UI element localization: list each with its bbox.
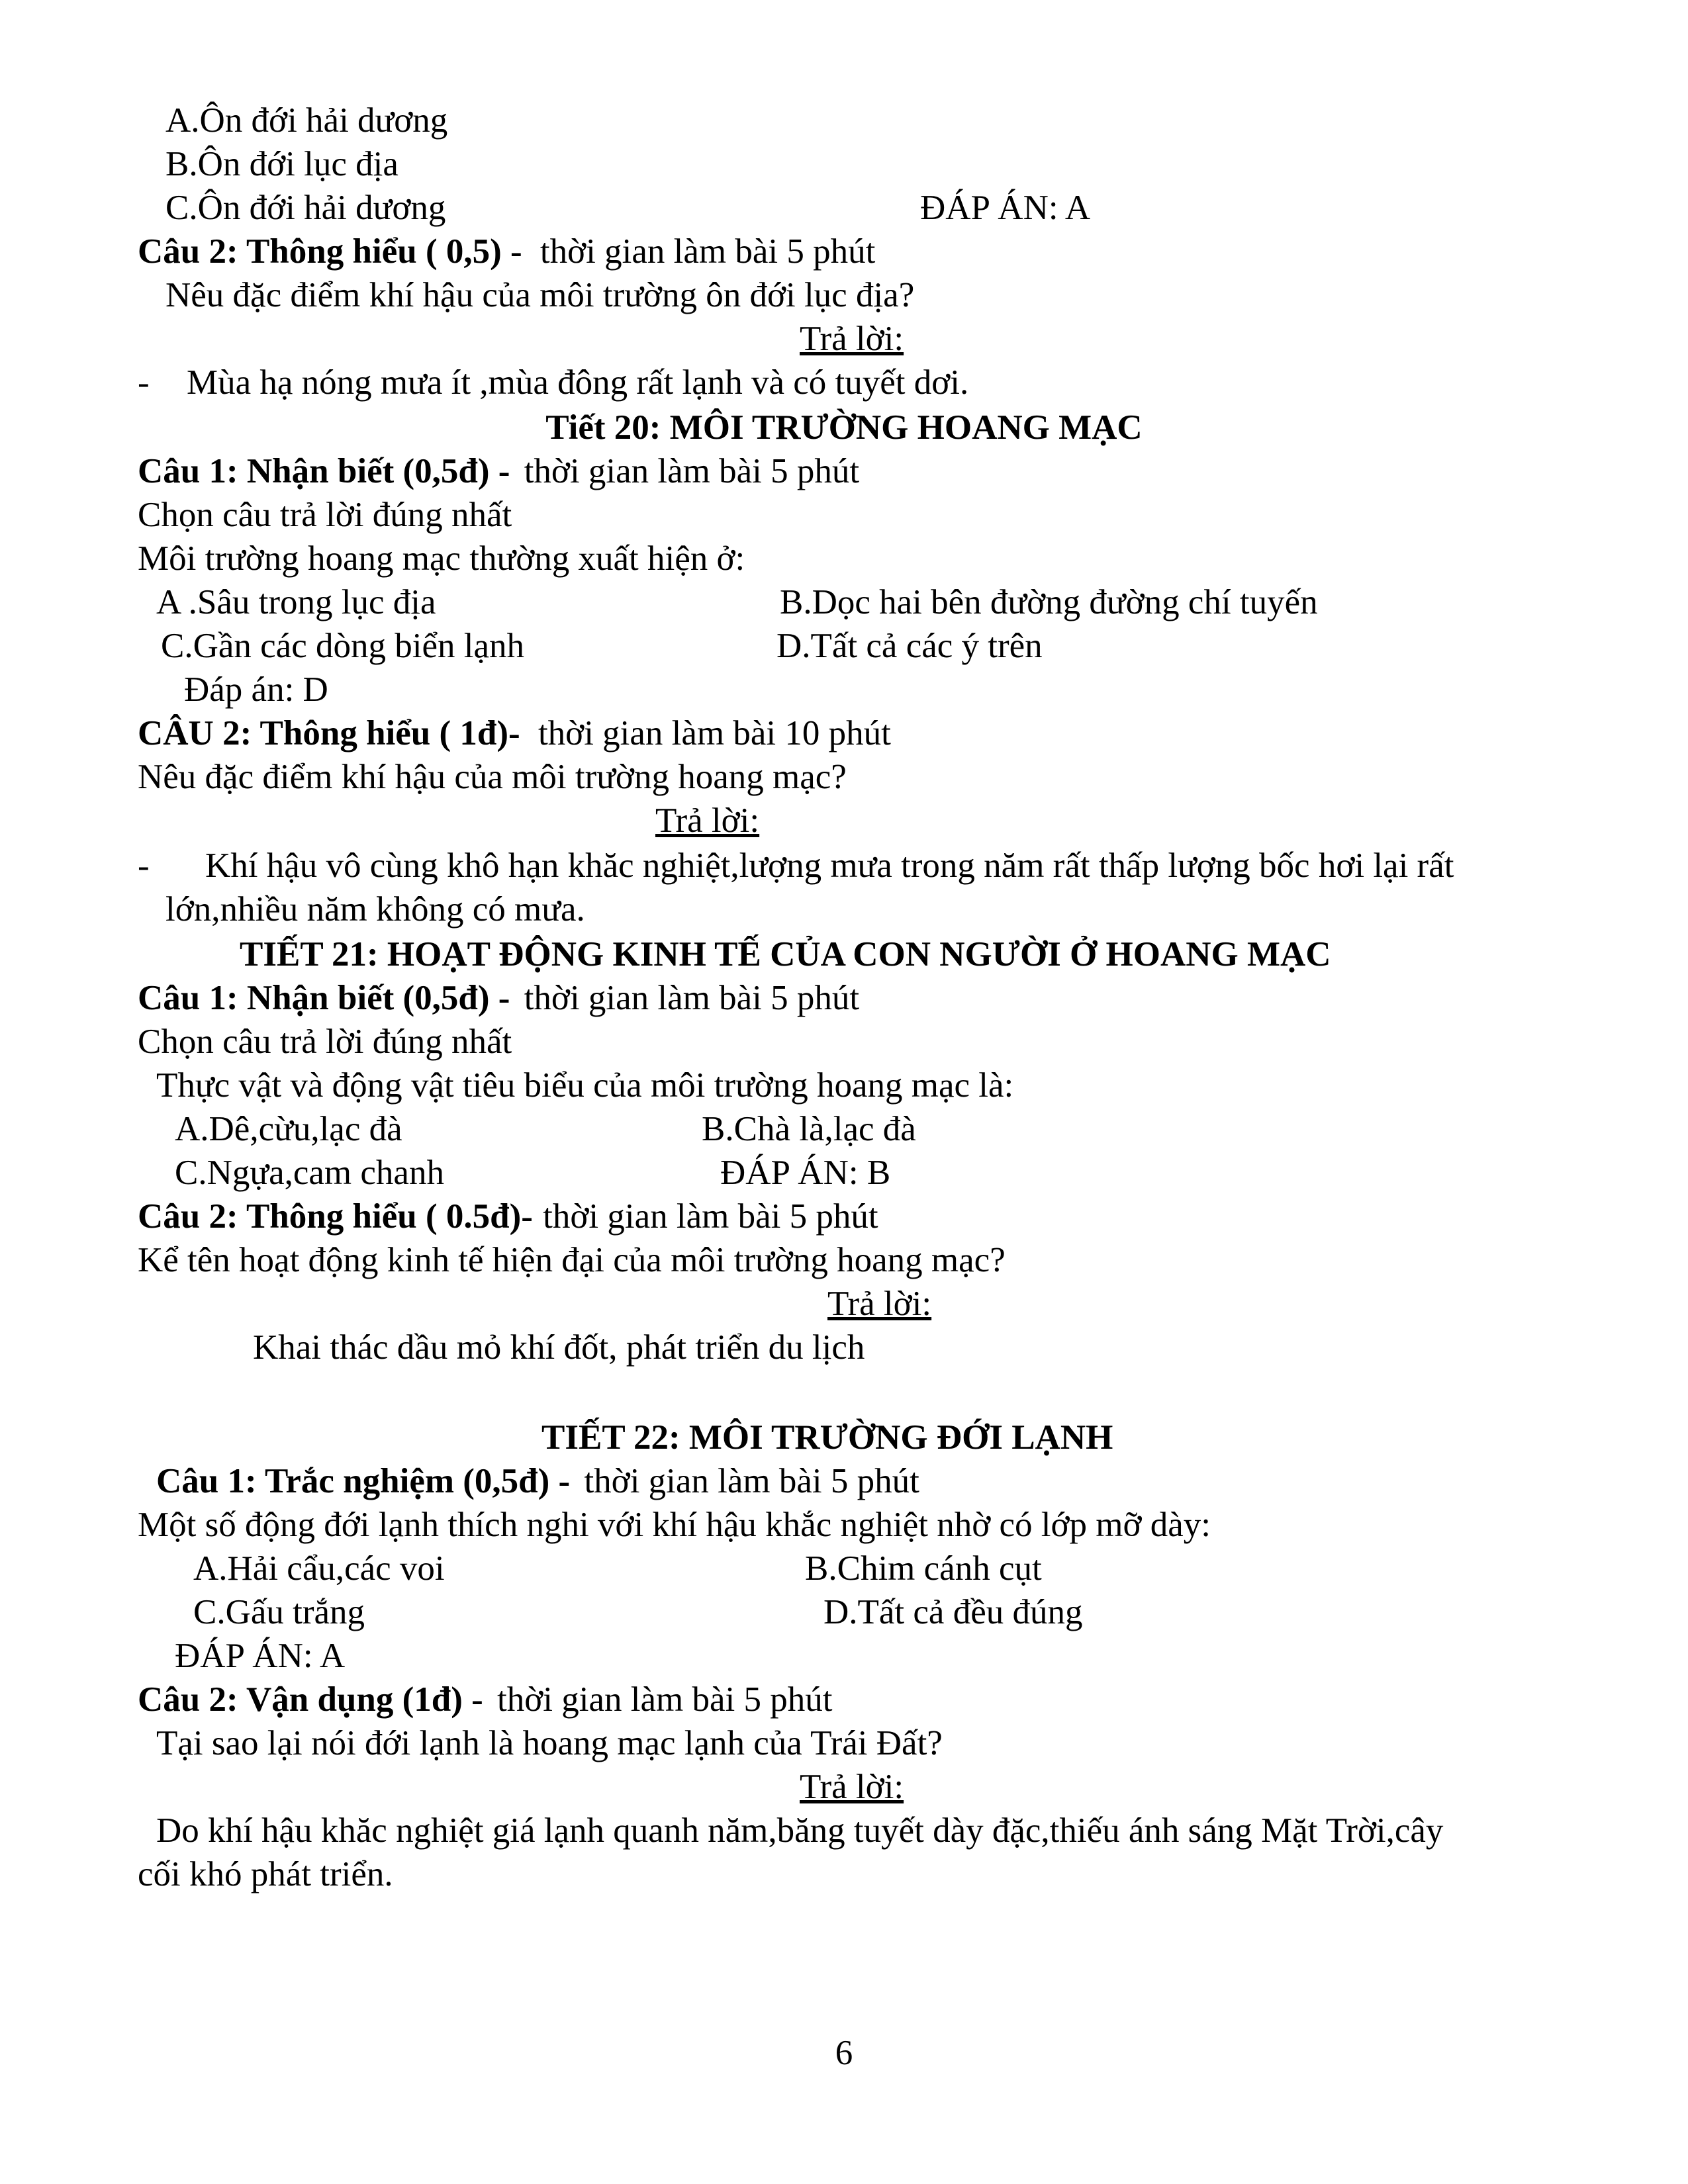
question-text: Tại sao lại nói đới lạnh là hoang mạc lạnh của Trái Đất? xyxy=(156,1724,943,1762)
option-c: C.Gấu trắng xyxy=(193,1593,365,1631)
answer-text-line-1: Do khí hậu khăc nghiệt giá lạnh quanh năm,băng tuyết dày đặc,thiếu ánh sáng Mặt Trời,cây xyxy=(156,1811,1444,1850)
question-text: Nêu đặc điểm khí hậu của môi trường ôn đới lục địa? xyxy=(165,276,915,314)
option-a: A.Hải cẩu,các voi xyxy=(193,1549,445,1588)
answer-key: ĐÁP ÁN: B xyxy=(720,1154,891,1192)
question-1-line xyxy=(156,1460,919,1502)
question-time: thời gian làm bài 5 phút xyxy=(524,979,860,1017)
question-2-line xyxy=(138,1195,878,1238)
question-1-line xyxy=(138,977,859,1019)
question-time: thời gian làm bài 5 phút xyxy=(543,1197,878,1236)
answer-label: Trả lời: xyxy=(800,1768,904,1806)
question-time: thời gian làm bài 5 phút xyxy=(524,452,860,490)
question-2-line xyxy=(138,230,875,273)
question-heading: Câu 1: Trắc nghiệm (0,5đ) - xyxy=(156,1462,571,1500)
option-a: A .Sâu trong lục địa xyxy=(156,583,436,621)
answer-key: ĐÁP ÁN: A xyxy=(920,189,1091,227)
instruction: Chọn câu trả lời đúng nhất xyxy=(138,496,512,534)
answer-label: Trả lời: xyxy=(827,1285,932,1323)
option-b: B.Ôn đới lục địa xyxy=(165,145,399,183)
question-text: Thực vật và động vật tiêu biểu của môi trường hoang mạc là: xyxy=(156,1066,1014,1105)
question-time: thời gian làm bài 10 phút xyxy=(538,714,891,752)
option-d: D.Tất cả các ý trên xyxy=(776,627,1043,665)
question-text: Kể tên hoạt động kinh tế hiện đại của môi trường hoang mạc? xyxy=(138,1241,1006,1279)
answer-text-line-1: Khí hậu vô cùng khô hạn khăc nghiệt,lượng mưa trong năm rất thấp lượng bốc hơi lại rất xyxy=(205,846,1454,885)
option-c: C.Ngựa,cam chanh xyxy=(175,1154,444,1192)
answer-label: Trả lời: xyxy=(655,801,760,840)
answer-text: Khai thác dầu mỏ khí đốt, phát triển du lịch xyxy=(253,1328,865,1367)
option-c: C.Gần các dòng biển lạnh xyxy=(161,627,524,665)
question-heading: Câu 1: Nhận biết (0,5đ) - xyxy=(138,452,510,490)
answer-text-line-2: lớn,nhiều năm không có mưa. xyxy=(165,890,585,929)
bullet-dash: - xyxy=(138,846,150,885)
option-b: B.Chà là,lạc đà xyxy=(702,1110,916,1148)
question-heading: Câu 2: Thông hiểu ( 0.5đ)- xyxy=(138,1197,533,1236)
option-a: A.Dê,cừu,lạc đà xyxy=(175,1110,402,1148)
option-b: B.Dọc hai bên đường đường chí tuyến xyxy=(780,583,1318,621)
section-title: TIẾT 21: HOẠT ĐỘNG KINH TẾ CỦA CON NGƯỜI Ở HOANG MẠC xyxy=(240,935,1331,974)
instruction: Chọn câu trả lời đúng nhất xyxy=(138,1023,512,1061)
option-c: C.Ôn đới hải dương xyxy=(165,189,446,227)
question-time: thời gian làm bài 5 phút xyxy=(497,1680,833,1719)
question-heading: CÂU 2: Thông hiểu ( 1đ)- xyxy=(138,714,520,752)
question-heading: Câu 2: Vận dụng (1đ) - xyxy=(138,1680,483,1719)
question-heading: Câu 2: Thông hiểu ( 0,5) - xyxy=(138,232,522,271)
option-d: D.Tất cả đều đúng xyxy=(823,1593,1083,1631)
question-2-line xyxy=(138,1678,832,1721)
question-2-line xyxy=(138,712,891,754)
answer-text-line-2: cối khó phát triển. xyxy=(138,1855,393,1893)
answer-key: ĐÁP ÁN: A xyxy=(175,1637,346,1675)
bullet-dash: - xyxy=(138,363,150,402)
question-time: thời gian làm bài 5 phút xyxy=(539,232,876,271)
question-1-line xyxy=(138,450,859,492)
question-text: Một số động đới lạnh thích nghi với khí hậu khắc nghiệt nhờ có lớp mỡ dày: xyxy=(138,1506,1211,1544)
page-number: 6 xyxy=(835,2034,853,2072)
question-heading: Câu 1: Nhận biết (0,5đ) - xyxy=(138,979,510,1017)
question-text: Nêu đặc điểm khí hậu của môi trường hoang mạc? xyxy=(138,758,847,796)
answer-key: Đáp án: D xyxy=(184,670,328,709)
option-b: B.Chim cánh cụt xyxy=(805,1549,1042,1588)
question-text: Môi trường hoang mạc thường xuất hiện ở: xyxy=(138,539,745,578)
section-title: TIẾT 22: MÔI TRƯỜNG ĐỚI LẠNH xyxy=(541,1418,1113,1457)
question-time: thời gian làm bài 5 phút xyxy=(584,1462,919,1500)
answer-text: Mùa hạ nóng mưa ít ,mùa đông rất lạnh và có tuyết dơi. xyxy=(187,363,969,402)
answer-label: Trả lời: xyxy=(800,320,904,358)
option-a: A.Ôn đới hải dương xyxy=(165,101,448,140)
section-title: Tiết 20: MÔI TRƯỜNG HOANG MẠC xyxy=(545,408,1143,447)
